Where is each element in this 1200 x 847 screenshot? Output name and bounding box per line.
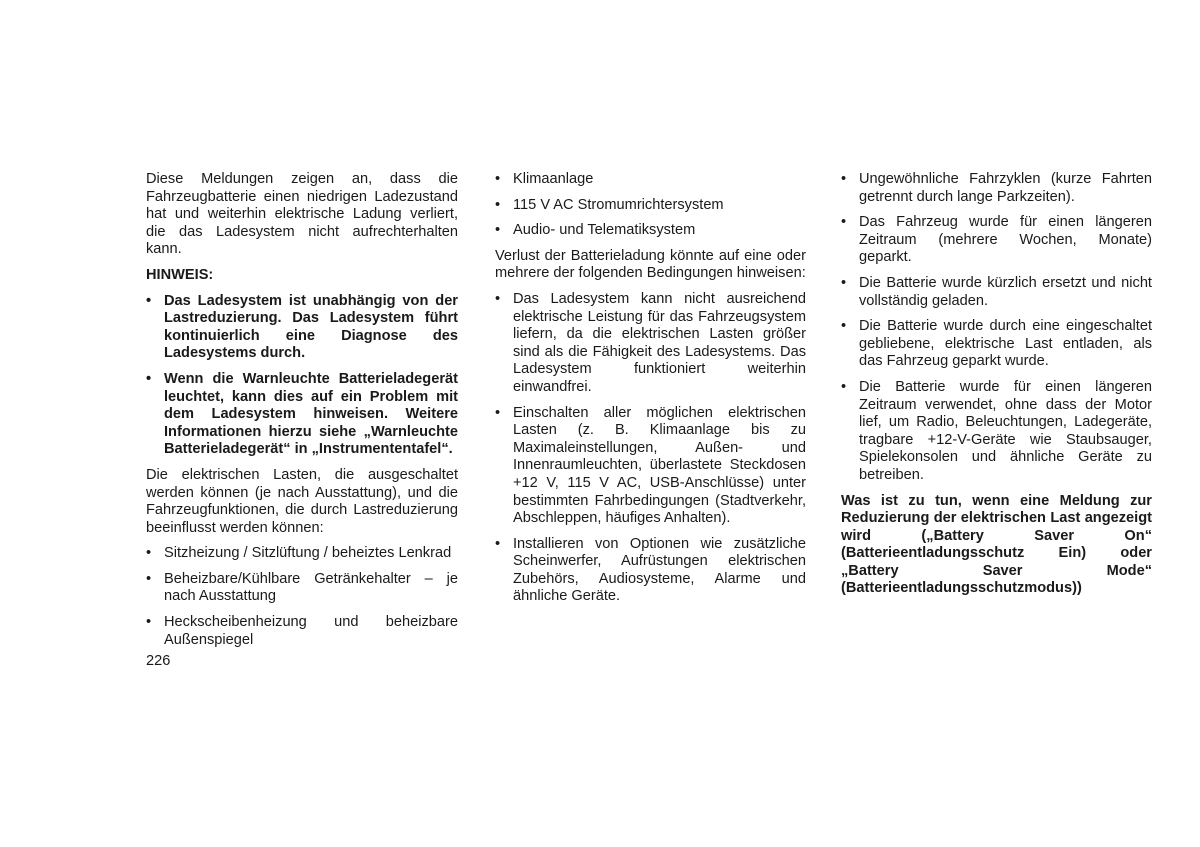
bullet: • <box>495 535 501 552</box>
list-item-text: Das Ladesystem ist unabhängig von der Lastreduzierung. Das Ladesystem führt kontinuierlich eine Diagnose des Ladesystems durch. <box>164 292 458 362</box>
list-item-text: 115 V AC Stromumrichtersystem <box>513 196 724 213</box>
list-item <box>146 571 458 606</box>
text-column-middle <box>495 171 806 614</box>
list-item <box>841 171 1152 206</box>
question-heading: Was ist zu tun, wenn eine Meldung zur Reduzierung der elektrischen Last angezeigt wird („Battery Saver On“ (Batterieentladungsschutz Ein) oder „Battery Saver Mode“ (Batterieentladungsschutzmodus)) <box>841 492 1152 597</box>
list-item <box>495 405 806 528</box>
list-item-text: Sitzheizung / Sitzlüftung / beheiztes Lenkrad <box>164 545 452 562</box>
bullet: • <box>495 196 501 213</box>
list-item-text: Installieren von Optionen wie zusätzliche Scheinwerfer, Aufrüstungen elektrischen Zubehörs, Audiosysteme, Alarme und ähnliche Geräte. <box>513 535 806 605</box>
bullet: • <box>146 614 152 631</box>
list-item-text: Ungewöhnliche Fahrzyklen (kurze Fahrten getrennt durch lange Parkzeiten). <box>859 171 1152 205</box>
list-item-text: Heckscheibenheizung und beheizbare Außenspiegel <box>164 614 458 648</box>
bullet: • <box>146 370 152 387</box>
bullet: • <box>495 171 501 187</box>
list-item <box>146 545 458 563</box>
list-item <box>841 318 1152 371</box>
causes-intro-paragraph: Verlust der Batterieladung könnte auf eine oder mehrere der folgenden Bedingungen hinweisen: <box>495 247 806 282</box>
list-item-text: Die Batterie wurde für einen längeren Zeitraum verwendet, ohne dass der Motor lief, um Radio, Beleuchtungen, Ladegeräte, tragbare +12-V-Geräte wie Staubsauger, Spielekonsolen und ähnliche Geräte zu betreiben. <box>859 378 1152 483</box>
loads-list <box>146 545 458 649</box>
bullet: • <box>841 318 847 335</box>
loads-list-continued <box>495 171 806 240</box>
list-item-text: Wenn die Warnleuchte Batterieladegerät leuchtet, kann dies auf ein Problem mit dem Ladesystem hinweisen. Weitere Informationen hierzu siehe „Warnleuchte Batterieladegerät“ in „Instrumententafel“. <box>164 370 458 458</box>
list-item-text: Audio- und Telematiksystem <box>513 222 696 239</box>
bullet: • <box>841 378 847 395</box>
page-number: 226 <box>146 653 171 669</box>
list-item-text: Die Batterie wurde durch eine eingeschaltet gebliebene, elektrische Last entladen, als das Fahrzeug geparkt wurde. <box>859 318 1152 370</box>
causes-list-continued <box>841 171 1152 485</box>
list-item <box>146 614 458 649</box>
list-item <box>495 536 806 606</box>
loads-intro-paragraph: Die elektrischen Lasten, die ausgeschaltet werden können (je nach Ausstattung), und die Fahrzeugfunktionen, die durch Lastreduzierung beeinflusst werden können: <box>146 466 458 536</box>
bullet: • <box>841 214 847 231</box>
bullet: • <box>146 570 152 587</box>
list-item <box>495 222 806 240</box>
bullet: • <box>146 292 152 309</box>
list-item <box>495 171 806 189</box>
bullet: • <box>146 545 152 562</box>
list-item-text: Das Ladesystem kann nicht ausreichend elektrische Leistung für das Fahrzeugsystem liefern, da die elektrischen Lasten größer sind als die Fähigkeit des Ladesystems. Das Ladesystem funktioniert weiterhin einwandfrei. <box>513 290 806 395</box>
list-item-text: Die Batterie wurde kürzlich ersetzt und nicht vollständig geladen. <box>859 274 1152 309</box>
list-item <box>495 291 806 397</box>
note-list <box>146 293 458 459</box>
intro-paragraph: Diese Meldungen zeigen an, dass die Fahrzeugbatterie einen niedrigen Ladezustand hat und weiterhin elektrische Ladung verliert, die das Ladesystem nicht aufrechterhalten kann. <box>146 171 458 258</box>
list-item <box>841 379 1152 485</box>
causes-list <box>495 291 806 606</box>
text-column-left <box>146 171 458 657</box>
text-column-right <box>841 171 1152 606</box>
note-heading: HINWEIS: <box>146 266 214 283</box>
list-item-text: Das Fahrzeug wurde für einen längeren Zeitraum (mehrere Wochen, Monate) geparkt. <box>859 214 1152 266</box>
bullet: • <box>841 274 847 291</box>
list-item <box>146 371 458 459</box>
bullet: • <box>495 404 501 421</box>
list-item-text: Beheizbare/Kühlbare Getränkehalter – je nach Ausstattung <box>164 570 458 605</box>
bullet: • <box>495 290 501 307</box>
list-item <box>841 275 1152 310</box>
bullet: • <box>841 171 847 187</box>
bullet: • <box>495 222 501 239</box>
list-item <box>841 214 1152 267</box>
list-item-text: Klimaanlage <box>513 171 594 187</box>
list-item <box>146 293 458 363</box>
list-item <box>495 197 806 215</box>
list-item-text: Einschalten aller möglichen elektrischen Lasten (z. B. Klimaanlage bis zu Maximaleinstellungen, Außen- und Innenraumleuchten, überlastete Steckdosen +12 V, 115 V AC, USB-Anschlüsse) unter bestimmten Fahrbedingungen (Stadtverkehr, Abschleppen, häufiges Anhalten). <box>513 404 806 527</box>
